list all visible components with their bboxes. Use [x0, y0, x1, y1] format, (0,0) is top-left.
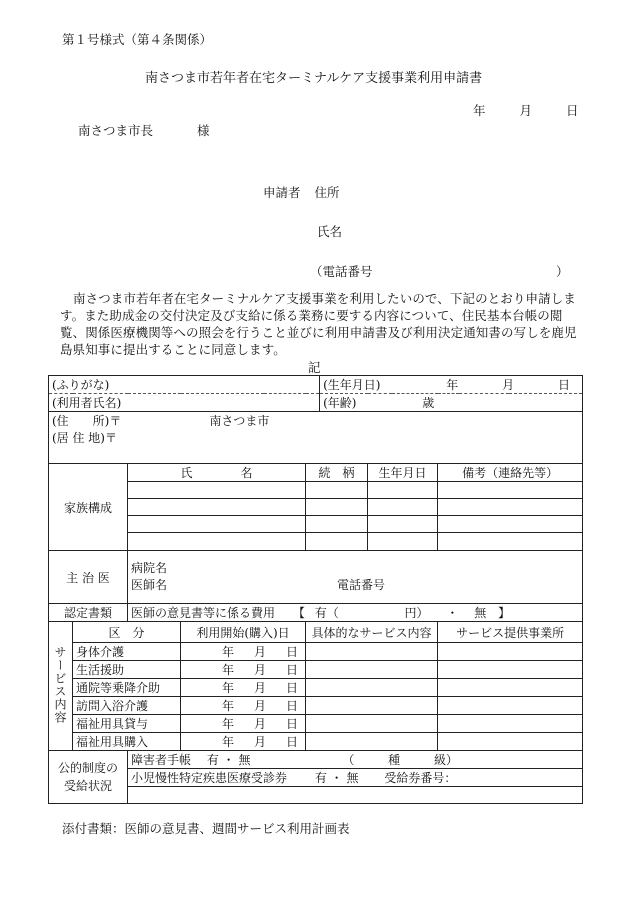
- family-cell[interactable]: [438, 533, 583, 551]
- family-cell[interactable]: [128, 533, 306, 551]
- family-cell[interactable]: [128, 482, 306, 499]
- family-cell[interactable]: [306, 482, 368, 499]
- date-day: 日: [566, 103, 579, 118]
- service-category: 生活援助: [73, 661, 181, 679]
- applicant-address: [263, 183, 340, 201]
- service-detail[interactable]: [306, 715, 438, 733]
- service-row: [49, 715, 583, 733]
- ki-label: 記: [308, 360, 321, 375]
- phone-close: ）: [556, 264, 569, 279]
- service-date[interactable]: 年 月 日: [181, 697, 306, 715]
- service-vertical-label: サービス内容: [49, 622, 73, 751]
- furigana-cell[interactable]: (ふりがな): [49, 376, 320, 394]
- date-year: 年: [473, 103, 486, 118]
- family-cell[interactable]: [306, 499, 368, 516]
- service-date[interactable]: 年 月 日: [181, 643, 306, 661]
- birthdate-cell[interactable]: (生年月日) 年 月 日: [320, 376, 583, 394]
- service-category: 身体介護: [73, 643, 181, 661]
- service-header-provider: サービス提供事業所: [438, 622, 583, 643]
- family-header-birth: 生年月日: [368, 464, 438, 482]
- service-detail[interactable]: [306, 679, 438, 697]
- address-cell[interactable]: (住 所)〒 南さつま市 (居 住 地)〒: [49, 412, 583, 464]
- family-cell[interactable]: [438, 499, 583, 516]
- service-date[interactable]: 年 月 日: [181, 661, 306, 679]
- family-cell[interactable]: [368, 533, 438, 551]
- addressee: [78, 121, 210, 139]
- family-header-relation: 続 柄: [306, 464, 368, 482]
- service-provider[interactable]: [438, 715, 583, 733]
- service-row: [49, 733, 583, 751]
- service-detail[interactable]: [306, 661, 438, 679]
- form-title: 南さつま市若年者在宅ターミナルケア支援事業利用申請書: [145, 71, 483, 86]
- family-cell[interactable]: [368, 516, 438, 533]
- body-text: 南さつま市若年者在宅ターミナルケア支援事業を利用したいので、下記のとおり申請します。また助成金の交付決定及び支給に係る業務に要する内容について、住民基本台帳の閲覧、関係医療機関等への照会を行うこと並びに利用申請書及び利用決定通知書の写しを鹿児島県知事に提出することに同意します。: [60, 291, 577, 357]
- service-provider[interactable]: [438, 643, 583, 661]
- family-cell[interactable]: [438, 516, 583, 533]
- public-label: 公的制度の 受給状況: [49, 751, 128, 804]
- user-name-cell[interactable]: (利用者氏名): [49, 394, 320, 412]
- service-detail[interactable]: [306, 733, 438, 751]
- service-provider[interactable]: [438, 661, 583, 679]
- date-month: 月: [519, 103, 533, 118]
- service-date[interactable]: 年 月 日: [181, 733, 306, 751]
- disability-cert-cell[interactable]: 障害者手帳 有 ・ 無 （ 種 級）: [128, 751, 583, 769]
- family-cell[interactable]: [368, 482, 438, 499]
- service-row: [49, 661, 583, 679]
- certification-cell[interactable]: 医師の意見書等に係る費用 【 有（ 円） ・ 無 】: [128, 604, 583, 622]
- phone-open: （電話番号: [310, 264, 373, 279]
- family-cell[interactable]: [438, 482, 583, 499]
- family-header-name: 氏 名: [128, 464, 306, 482]
- applicant-label: 申請者: [263, 185, 301, 200]
- service-category: 福祉用具貸与: [73, 715, 181, 733]
- service-category: 訪問入浴介護: [73, 697, 181, 715]
- family-cell[interactable]: [128, 516, 306, 533]
- service-header-category: 区 分: [73, 622, 181, 643]
- service-provider[interactable]: [438, 679, 583, 697]
- form-number: 第１号様式（第４条関係）: [62, 32, 213, 47]
- applicant-name-label: 氏名: [317, 224, 343, 239]
- service-category: 通院等乗降介助: [73, 679, 181, 697]
- age-cell[interactable]: (年齢) 歳: [320, 394, 583, 412]
- doctor-label: 主 治 医: [49, 551, 128, 604]
- service-detail[interactable]: [306, 697, 438, 715]
- application-table: [48, 375, 583, 804]
- service-row: [49, 643, 583, 661]
- public-extra-cell[interactable]: [128, 787, 583, 804]
- service-row: [49, 697, 583, 715]
- service-row: [49, 679, 583, 697]
- family-header-notes: 備考（連絡先等）: [438, 464, 583, 482]
- service-header-start: 利用開始(購入)日: [181, 622, 306, 643]
- family-cell[interactable]: [306, 533, 368, 551]
- attachments-note: 添付書類：医師の意見書、週間サービス利用計画表: [62, 821, 350, 836]
- doctor-cell[interactable]: 病院名 医師名 電話番号: [128, 551, 583, 604]
- addressee-honorific: 様: [197, 123, 210, 138]
- service-category: 福祉用具購入: [73, 733, 181, 751]
- family-label: 家族構成: [49, 464, 128, 551]
- service-header-detail: 具体的なサービス内容: [306, 622, 438, 643]
- service-provider[interactable]: [438, 697, 583, 715]
- service-date[interactable]: 年 月 日: [181, 715, 306, 733]
- family-cell[interactable]: [368, 499, 438, 516]
- service-detail[interactable]: [306, 643, 438, 661]
- pediatric-cert-cell[interactable]: 小児慢性特定疾患医療受診券 有 ・ 無 受給券番号：: [128, 769, 583, 787]
- date-line: [473, 101, 579, 119]
- certification-label: 認定書類: [49, 604, 128, 622]
- family-cell[interactable]: [306, 516, 368, 533]
- family-cell[interactable]: [128, 499, 306, 516]
- service-provider[interactable]: [438, 733, 583, 751]
- address-label: 住所: [314, 185, 340, 200]
- addressee-name: 南さつま市長: [78, 123, 154, 138]
- service-date[interactable]: 年 月 日: [181, 679, 306, 697]
